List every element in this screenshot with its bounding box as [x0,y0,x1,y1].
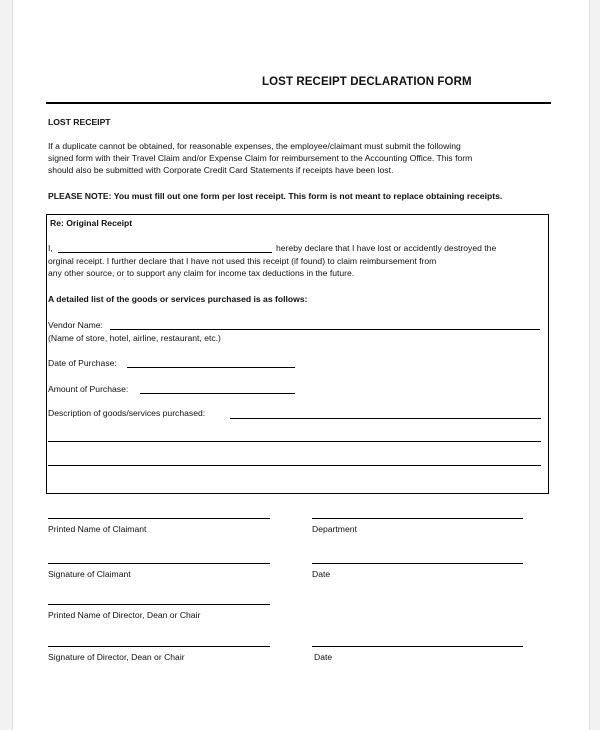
claimant-name-field[interactable] [58,252,272,253]
vendor-hint: (Name of store, hotel, airline, restaurant, etc.) [48,333,221,343]
list-heading: A detailed list of the goods or services purchased is as follows: [48,294,308,304]
vendor-label: Vendor Name: [48,320,103,330]
box-heading: Re: Original Receipt [50,218,133,228]
signature-claimant-field[interactable] [48,563,270,564]
please-note: PLEASE NOTE: You must fill out one form per lost receipt. This form is not meant to replace obtaining receipts. [48,191,503,201]
printed-name-director-label: Printed Name of Director, Dean or Chair [48,610,201,620]
signature-claimant-label: Signature of Claimant [48,569,131,579]
signature-director-field[interactable] [48,646,270,647]
printed-name-claimant-label: Printed Name of Claimant [48,524,147,534]
amount-field[interactable] [140,393,295,394]
date-1-label: Date [312,569,331,579]
declare-line-2: any other source, or to support any claim for income tax deductions in the future. [48,268,355,278]
section-heading: LOST RECEIPT [48,117,111,127]
department-label: Department [312,524,357,534]
vendor-name-field[interactable] [110,329,540,330]
intro-line-3: should also be submitted with Corporate Credit Card Statements if receipts have been lost. [48,165,394,175]
description-field-3[interactable] [48,465,541,466]
department-field[interactable] [312,518,523,519]
description-field-2[interactable] [48,441,541,442]
description-field-1[interactable] [230,418,541,419]
form-title: LOST RECEIPT DECLARATION FORM [262,76,472,88]
intro-line-1: If a duplicate cannot be obtained, for reasonable expenses, the employee/claimant must submit the following [48,141,461,151]
declare-line-1: orginal receipt. I further declare that I have not used this receipt (if found) to claim reimbursement from [48,256,437,266]
intro-line-2: signed form with their Travel Claim and/or Expense Claim for reimbursement to the Accounting Office. This form [48,153,473,163]
title-divider [46,102,551,104]
date-of-purchase-label: Date of Purchase: [48,358,117,368]
printed-name-claimant-field[interactable] [48,518,270,519]
declare-text: hereby declare that I have lost or accidently destroyed the [276,243,497,253]
date-2-field[interactable] [312,646,523,647]
signature-director-label: Signature of Director, Dean or Chair [48,652,185,662]
description-label: Description of goods/services purchased: [48,408,206,418]
date-2-label: Date [314,652,333,662]
date-1-field[interactable] [312,563,523,564]
amount-label: Amount of Purchase: [48,384,129,394]
date-of-purchase-field[interactable] [127,367,295,368]
i-label: I, [48,243,53,253]
printed-name-director-field[interactable] [48,604,270,605]
